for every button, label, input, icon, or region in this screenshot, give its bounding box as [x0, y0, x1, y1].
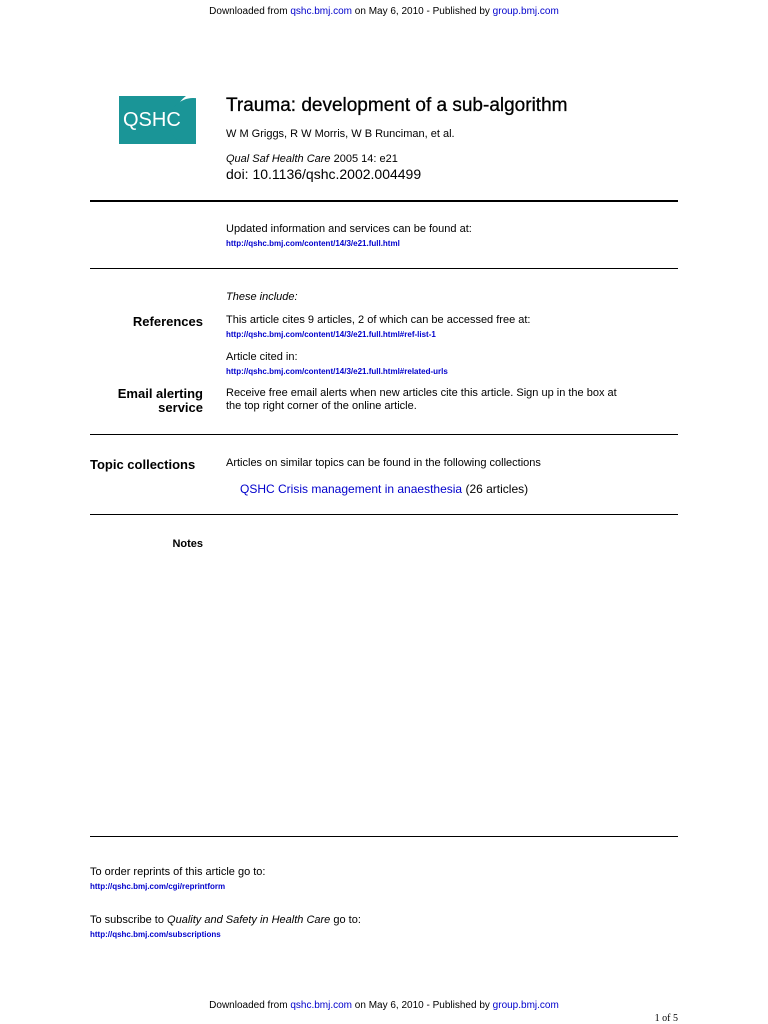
article-doi: doi: 10.1136/qshc.2002.004499 [226, 166, 422, 182]
article-authors: W M Griggs, R W Morris, W B Runciman, et al. [226, 128, 455, 140]
topic-collections-text: Articles on similar topics can be found in the following collections [226, 457, 541, 469]
article-title: Trauma: development of a sub-algorithm [226, 95, 568, 116]
journal-ref: 2005 14: e21 [333, 153, 398, 165]
collection-link[interactable]: QSHC Crisis management in anaesthesia [240, 482, 463, 496]
email-alerting-text: Receive free email alerts when new articles cite this article. Sign up in the box at the top right corner of the online article. [226, 387, 617, 412]
journal-name: Qual Saf Health Care [226, 153, 331, 165]
journal-citation [226, 153, 398, 165]
divider [90, 200, 678, 202]
divider [90, 514, 678, 515]
references-link[interactable]: http://qshc.bmj.com/content/14/3/e21.full.html#ref-list-1 [226, 330, 436, 339]
page-number: 1 of 5 [654, 1013, 678, 1024]
logo-text: QSHC [123, 109, 181, 131]
references-label: References [132, 314, 203, 329]
cited-in-link[interactable]: http://qshc.bmj.com/content/14/3/e21.full.html#related-urls [226, 367, 448, 376]
qshc-site-link[interactable]: qshc.bmj.com [290, 1000, 353, 1011]
updated-info-text: Updated information and services can be found at: [226, 223, 472, 235]
group-site-link[interactable]: group.bmj.com [492, 6, 559, 17]
subscribe-journal: Quality and Safety in Health Care [167, 914, 331, 926]
qshc-logo [119, 96, 196, 144]
subscribe-link[interactable]: http://qshc.bmj.com/subscriptions [90, 930, 221, 939]
collection-entry [240, 482, 528, 496]
these-include-text: These include: [226, 291, 298, 303]
topic-collections-label: Topic collections [90, 457, 196, 472]
banner-prefix: Downloaded from [209, 6, 288, 17]
subscribe-text: To subscribe to Quality and Safety in Health Care go to: [90, 914, 361, 926]
download-banner-bottom: Downloaded from qshc.bmj.com on May 6, 2010 - Published by group.bmj.com [209, 1000, 559, 1011]
divider [90, 836, 678, 837]
email-alerting-label: Email alerting service [117, 386, 203, 415]
group-site-link[interactable]: group.bmj.com [492, 1000, 559, 1011]
updated-info-link[interactable]: http://qshc.bmj.com/content/14/3/e21.full.html [226, 239, 400, 248]
collection-count: (26 articles) [465, 482, 529, 496]
notes-label: Notes [172, 538, 203, 550]
reprints-text: To order reprints of this article go to: [90, 866, 266, 878]
reprints-link[interactable]: http://qshc.bmj.com/cgi/reprintform [90, 882, 226, 891]
qshc-site-link[interactable]: qshc.bmj.com [290, 6, 353, 17]
divider [90, 434, 678, 435]
references-cites-text: This article cites 9 articles, 2 of which can be accessed free at: [226, 314, 531, 326]
download-banner-top [0, 6, 768, 17]
cited-in-text: Article cited in: [226, 351, 298, 363]
divider [90, 268, 678, 269]
banner-middle: on May 6, 2010 - Published by [354, 6, 490, 17]
